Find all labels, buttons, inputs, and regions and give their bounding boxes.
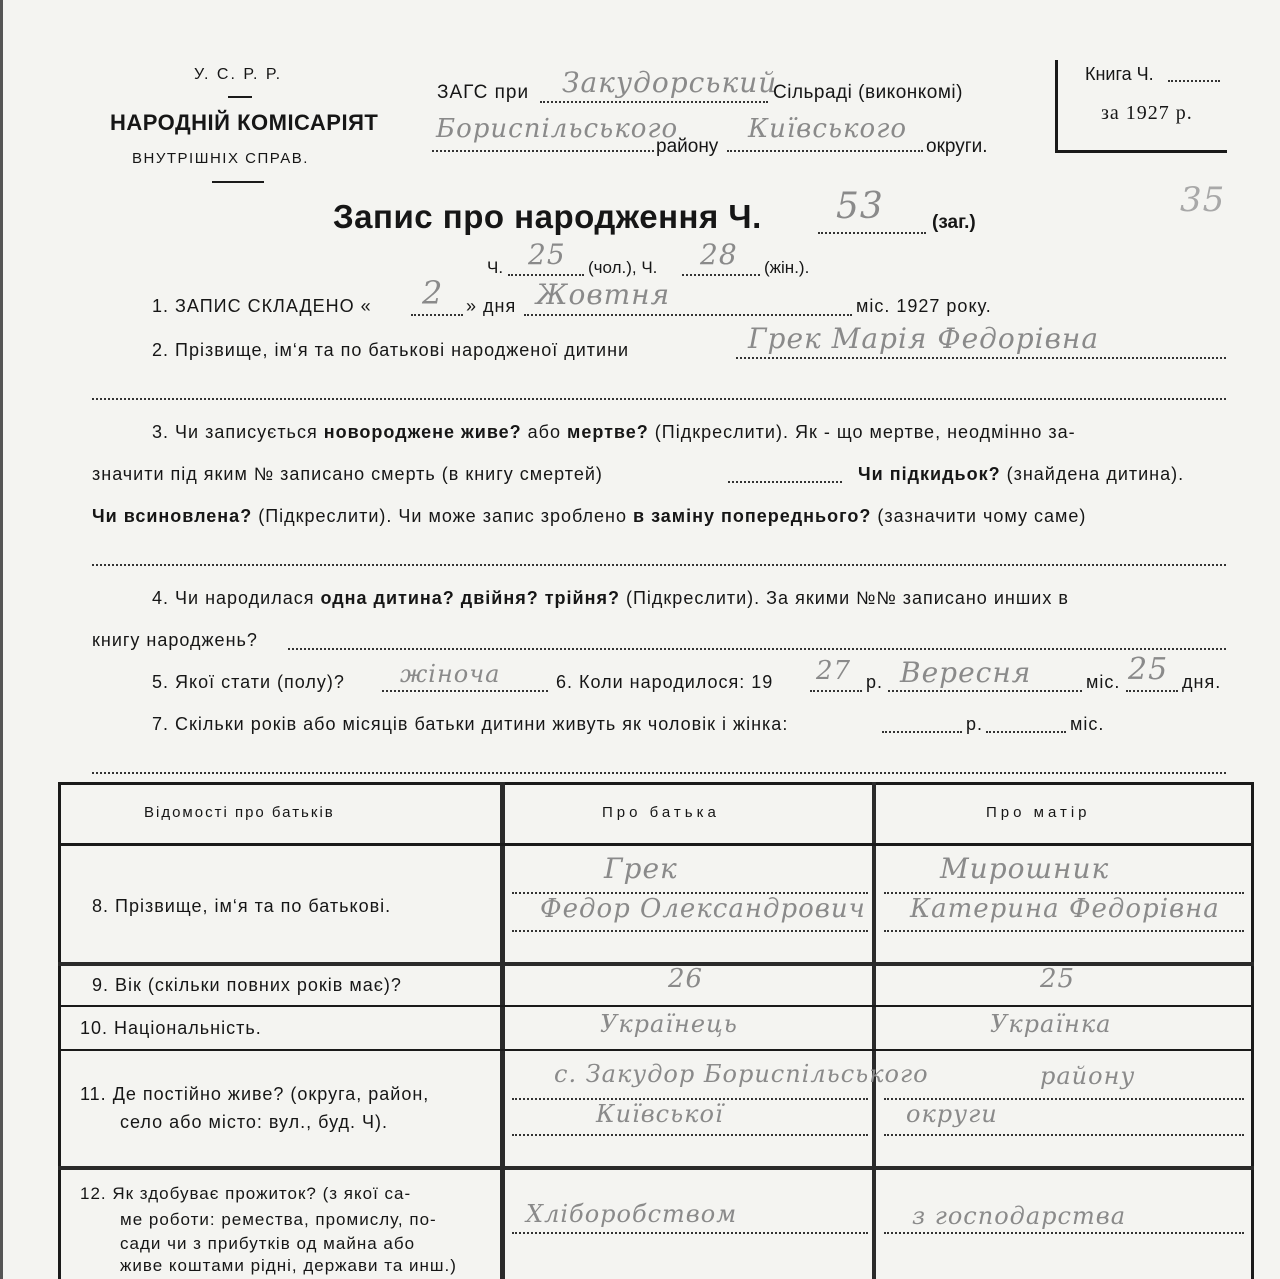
item1-suffix: міс. 1927 року.: [856, 296, 992, 316]
item7-label: 7. Скільки років або місяців батьки дитини живуть як чоловік і жінка:: [152, 714, 789, 734]
table-row-divider: [58, 1005, 1254, 1007]
table-right-border: [1251, 782, 1254, 1279]
mother-name-line: [884, 930, 1244, 932]
father-age: 26: [668, 964, 704, 994]
header-parents-info: Відомості про батьків: [144, 804, 335, 821]
mother-given-names: Катерина Федорівна: [910, 894, 1220, 924]
book-field: [1168, 80, 1220, 82]
item7-years: р.: [966, 714, 984, 734]
item3-dead-option: мертве?: [567, 422, 649, 442]
row10-label: 10. Національність.: [80, 1018, 262, 1038]
father-nationality: Українець: [600, 1010, 738, 1038]
row11-label-line1: 11. Де постійно живе? (округа, район,: [80, 1084, 430, 1104]
header-father: Про батька: [602, 804, 720, 821]
table-col-divider: [500, 782, 505, 1279]
row12-label-line4: живе коштами рідні, держави та инш.): [120, 1256, 457, 1275]
table-row-divider: [58, 1049, 1254, 1051]
handwritten-day: 2: [422, 274, 444, 312]
item3-line2: [92, 464, 603, 485]
item3-field: [92, 564, 1226, 566]
rayon-label: району: [656, 136, 719, 157]
handwritten-village: Закудорський: [562, 66, 778, 99]
handwritten-corner-number: 35: [1180, 180, 1226, 220]
divider: [212, 181, 264, 183]
mother-residence-line2: округи: [906, 1100, 998, 1128]
table-left-border: [58, 782, 61, 1279]
female-label: (жін.).: [764, 258, 810, 277]
birth-year-field: [810, 690, 862, 692]
item1-prefix: 1. ЗАПИС СКЛАДЕНО «: [152, 296, 372, 316]
male-prefix: Ч.: [487, 258, 504, 277]
handwritten-month: Жовтня: [536, 278, 671, 311]
handwritten-okrug: Київського: [748, 114, 908, 144]
item1-month-field: [524, 314, 852, 316]
zags-prefix: ЗАГС при: [437, 82, 530, 103]
mother-nationality: Українка: [990, 1010, 1112, 1038]
female-number-field: [682, 274, 760, 276]
item2-field-continued: [92, 398, 1226, 400]
state-name: У. С. Р. Р.: [194, 66, 283, 83]
title-suffix: (заг.): [932, 212, 976, 233]
item2-field: [736, 357, 1226, 359]
months-field: [986, 731, 1066, 733]
row8-label: 8. Прізвище, ім‘я та по батькові.: [92, 896, 392, 916]
handwritten-sex: жіноча: [400, 660, 501, 688]
zags-suffix: Сільраді (виконкомі): [773, 82, 963, 103]
record-number-field: [818, 232, 926, 234]
male-label: (чол.), Ч.: [588, 258, 658, 277]
item2-label: 2. Прізвище, ім‘я та по батькові народженої дитини: [152, 340, 630, 360]
item3-line2-end: [858, 464, 1184, 485]
book-label: Книга Ч.: [1085, 64, 1154, 84]
handwritten-male-number: 25: [528, 238, 566, 271]
item7-months: міс.: [1070, 714, 1105, 734]
item6-day-suffix: дня.: [1182, 672, 1222, 692]
item3-text: значити під яким № записано смерть (в книгу смертей): [92, 464, 603, 484]
mother-surname: Мирошник: [940, 852, 1110, 885]
book-box-bottom: [1055, 150, 1227, 153]
handwritten-female-number: 28: [700, 238, 738, 271]
item4-text: (Підкреслити). За якими №№ записано инших в: [626, 588, 1069, 608]
father-occupation: Хліборобством: [526, 1200, 738, 1228]
table-row-divider: [58, 1166, 1254, 1170]
occupation-line: [884, 1232, 1244, 1234]
item5-label: 5. Якої стати (полу)?: [152, 672, 345, 692]
item4-line2: книгу народжень?: [92, 630, 258, 650]
item4-line1: [152, 588, 1069, 609]
item4-text: 4. Чи народилася: [152, 588, 315, 608]
village-field: [540, 101, 768, 103]
handwritten-child-name: Грек Марія Федорівна: [748, 322, 1100, 355]
death-record-field: [728, 481, 842, 483]
handwritten-birth-month: Вересня: [900, 656, 1032, 689]
header-mother: Про матір: [986, 804, 1091, 821]
item4-field: [288, 648, 1226, 650]
item3-text: (зазначити чому саме): [877, 506, 1087, 526]
commissariat-title: НАРОДНІЙ КОМІСАРІЯТ: [110, 110, 379, 135]
row12-label-line2: ме роботи: ремества, промислу, по-: [120, 1210, 437, 1229]
mother-residence-line1: району: [1040, 1062, 1136, 1090]
birth-day-field: [1126, 690, 1178, 692]
father-given-names: Федор Олександрович: [540, 894, 866, 924]
table-col-divider: [872, 782, 876, 1279]
item3-text: (Підкреслити). Чи може запис зроблено: [258, 506, 627, 526]
occupation-line: [512, 1232, 868, 1234]
birth-month-field: [888, 690, 1082, 692]
item3-foundling: Чи підкидьок?: [858, 464, 1001, 484]
row11-label-line2: село або місто: вул., буд. Ч).: [120, 1112, 388, 1132]
sex-field: [382, 690, 548, 692]
okrug-field: [727, 150, 923, 152]
mother-occupation: з господарства: [912, 1202, 1127, 1230]
document-title: Запис про народження Ч.: [333, 198, 762, 235]
item3-replacement: в заміну попереднього?: [633, 506, 872, 526]
male-number-field: [508, 274, 584, 276]
item1-day-field: [411, 314, 463, 316]
item3-live-option: новороджене живе?: [323, 422, 522, 442]
item1-day-label: » дня: [466, 296, 517, 316]
item4-options: одна дитина? двійня? трійня?: [320, 588, 620, 608]
divider: [228, 96, 252, 98]
item6-month-suffix: міс.: [1086, 672, 1121, 692]
item7-field: [92, 772, 1226, 774]
table-header-divider: [58, 843, 1254, 846]
father-surname: Грек: [604, 852, 678, 885]
book-year: за 1927 р.: [1101, 102, 1193, 124]
item3-text: (знайдена дитина).: [1006, 464, 1185, 484]
mother-age: 25: [1040, 964, 1076, 994]
page-edge-left: [0, 0, 3, 1279]
rayon-field: [432, 150, 654, 152]
father-name-line: [512, 930, 868, 932]
item6-year-suffix: р.: [866, 672, 884, 692]
years-field: [882, 731, 962, 733]
residence-line: [512, 1134, 868, 1136]
item6-prefix: 6. Коли народилося: 19: [556, 672, 774, 692]
book-box-left: [1055, 60, 1058, 152]
item3-text: (Підкреслити). Як - що мертве, неодмінно за-: [654, 422, 1076, 442]
row12-label-line3: сади чи з прибутків од майна або: [120, 1234, 416, 1253]
table-top-border: [58, 782, 1254, 785]
handwritten-record-number: 53: [836, 186, 884, 227]
item3-text: або: [527, 422, 562, 442]
item3-line3: [92, 506, 1086, 527]
father-residence-line1: с. Закудор Бориспільського: [554, 1060, 929, 1088]
item3-adopted: Чи всиновлена?: [92, 506, 253, 526]
residence-line: [884, 1134, 1244, 1136]
item3-line1: [152, 422, 1076, 443]
handwritten-birth-day: 25: [1128, 652, 1169, 687]
handwritten-birth-year: 27: [816, 656, 852, 686]
row9-label: 9. Вік (скільки повних років має)?: [92, 975, 402, 995]
okrug-label: округи.: [926, 136, 988, 157]
item3-text: 3. Чи записується: [152, 422, 318, 442]
internal-affairs: ВНУТРІШНІХ СПРАВ.: [132, 150, 309, 167]
handwritten-rayon: Бориспільського: [436, 114, 679, 144]
row12-label-line1: 12. Як здобуває прожиток? (з якої са-: [80, 1184, 412, 1203]
father-residence-line2: Київської: [596, 1100, 724, 1128]
